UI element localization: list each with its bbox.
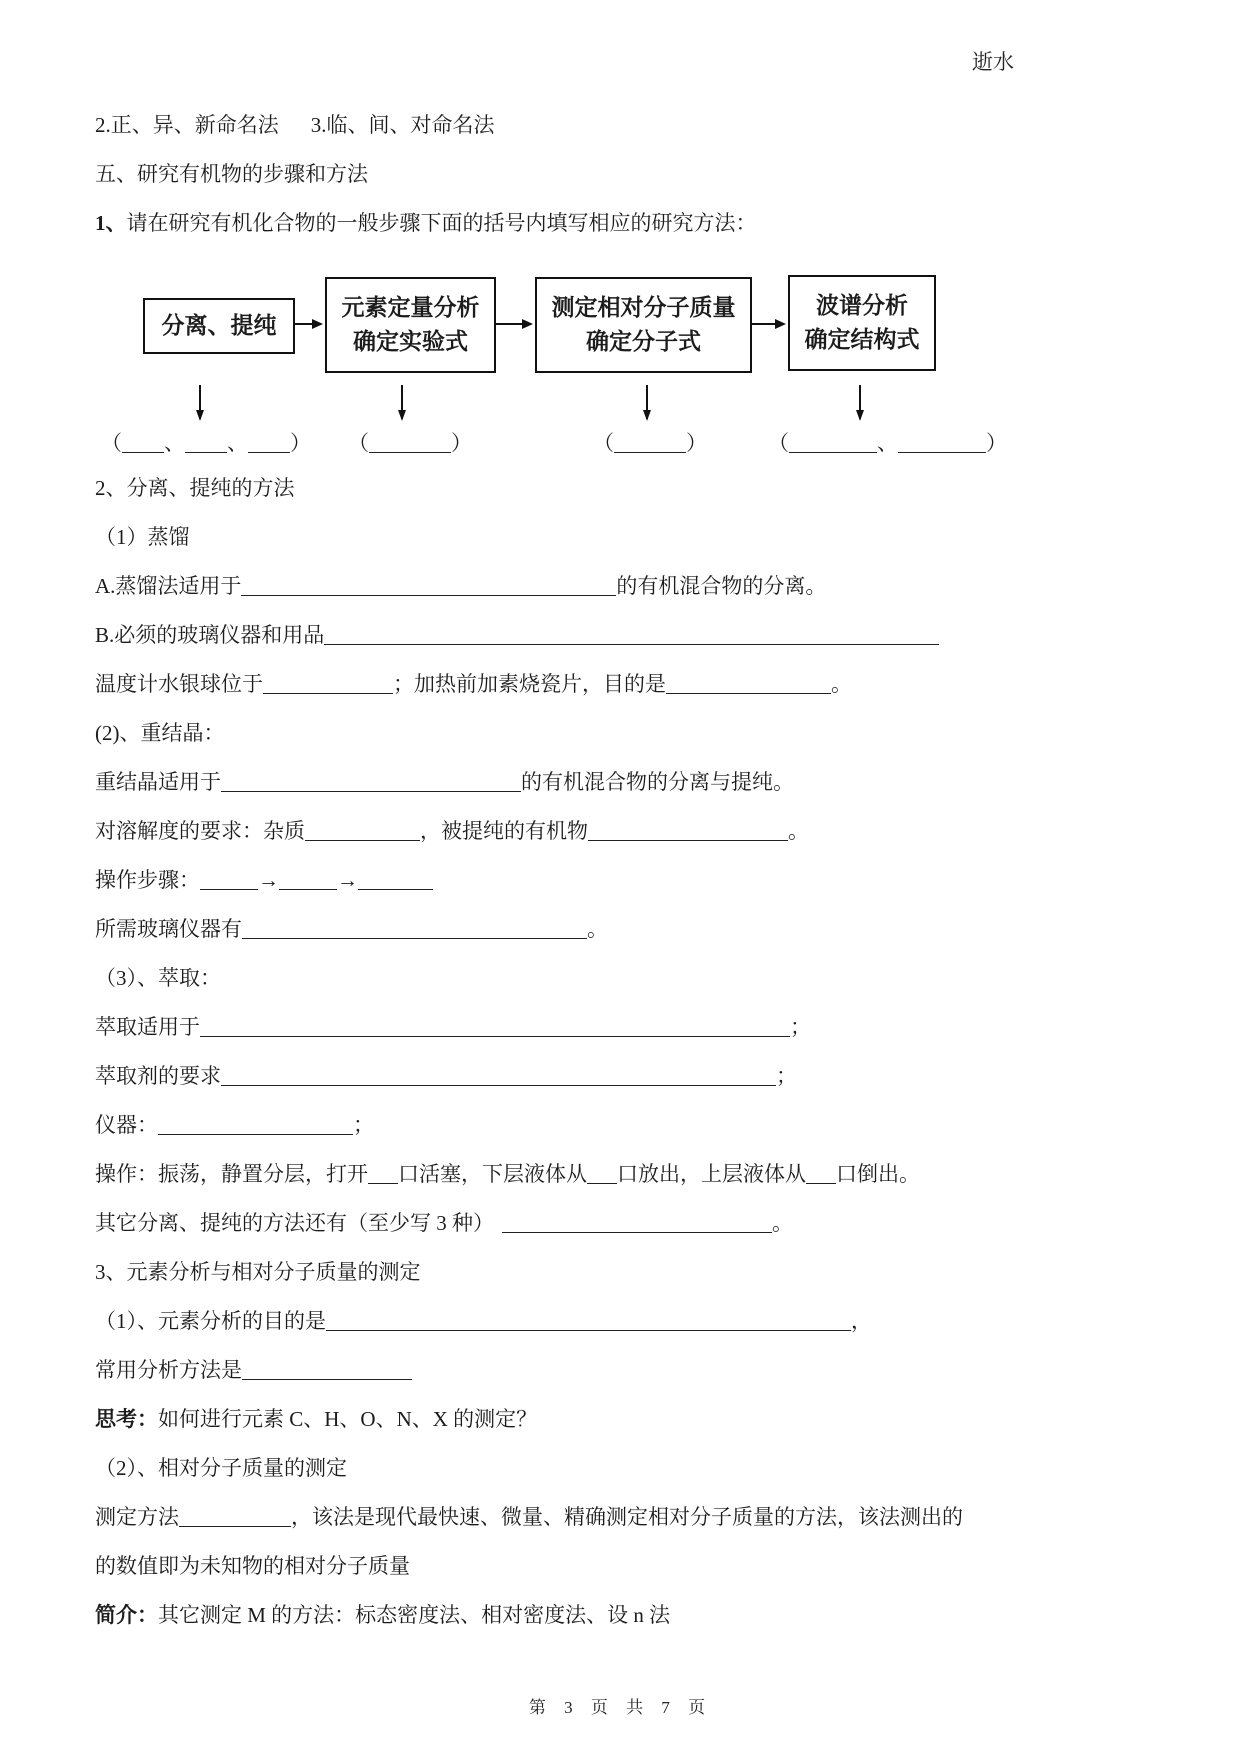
required-glassware-line [95, 916, 1156, 942]
blank-field [305, 821, 420, 841]
blank-field [179, 1507, 291, 1527]
line-text: 重结晶适用于 [95, 770, 221, 794]
distillation-use-line [95, 573, 1156, 599]
flow-box-element-analysis-line1: 元素定量分析 [341, 295, 480, 320]
blank-field [263, 674, 393, 694]
blank-field [588, 821, 788, 841]
line-text: ， [851, 1309, 872, 1333]
distillation-title: （1）蒸馏 [95, 525, 190, 549]
recrystallization-title: (2)、重结晶： [95, 721, 225, 745]
line-text: 操作步骤： [95, 868, 200, 892]
paren-open: （ [593, 431, 614, 455]
blank-field [587, 1167, 617, 1184]
page-footer: 第 3 页 共 7 页 [528, 1698, 713, 1717]
blank-field [789, 433, 877, 453]
blank-field [324, 625, 939, 645]
brief-intro-text: 其它测定 M 的方法：标态密度法、相对密度法、设 n 法 [158, 1603, 671, 1627]
line-text: 口活塞，下层液体从 [398, 1162, 587, 1186]
line-text: 口倒出。 [836, 1162, 920, 1186]
extractant-requirements-line [95, 1063, 1156, 1089]
flow-box-spectral-analysis-line1: 波谱分析 [816, 293, 908, 318]
line-text: 。 [831, 672, 852, 696]
extraction-title: （3）、萃取： [95, 966, 221, 990]
solubility-requirements-line [95, 818, 1156, 844]
line-text: A.蒸馏法适用于 [95, 574, 242, 598]
blank-field [666, 674, 831, 694]
line-text: ； [776, 1064, 797, 1088]
element-analysis-purpose-line [95, 1308, 1156, 1334]
line-text: 的有机混合物的分离与提纯。 [521, 770, 794, 794]
blank-field [200, 1017, 790, 1037]
measurement-method-line [95, 1504, 1156, 1530]
paren-close: ） [451, 431, 472, 455]
think-label: 思考： [95, 1407, 158, 1431]
distillation-glassware-line [95, 622, 1156, 648]
arrow-down-icon [646, 385, 648, 419]
question-2-heading: 2、分离、提纯的方法 [95, 476, 295, 500]
paren-open: （ [768, 431, 789, 455]
think-text: 如何进行元素 C、H、O、N、X 的测定？ [158, 1407, 538, 1431]
paren-open: （ [101, 431, 122, 455]
line-text: ； [790, 1015, 811, 1039]
measured-value-line: 的数值即为未知物的相对分子质量 [95, 1554, 410, 1578]
flow-box-element-analysis [325, 277, 496, 373]
line-text: 。 [788, 819, 809, 843]
flow-box-spectral-analysis-line2: 确定结构式 [804, 327, 920, 352]
list-separator: 、 [877, 431, 898, 455]
extraction-use-line [95, 1014, 1156, 1040]
arrow-down-icon [199, 385, 201, 419]
flow-box-molecular-mass-line1: 测定相对分子质量 [551, 295, 736, 320]
molecular-mass-measure-title: （2）、相对分子质量的测定 [95, 1456, 347, 1480]
line-text: ；加热前加素烧瓷片，目的是 [393, 672, 666, 696]
arrow-right-glyph: → [337, 868, 358, 892]
line-text: 口放出，上层液体从 [617, 1162, 806, 1186]
watermark-text: 逝水 [972, 50, 1014, 74]
extraction-apparatus-line [95, 1112, 1156, 1138]
naming-method-3: 3.临、间、对命名法 [310, 113, 495, 137]
paren-close: ） [686, 431, 707, 455]
line-text: 萃取适用于 [95, 1015, 200, 1039]
answer-blank-group-2 [348, 427, 472, 457]
blank-field [368, 1167, 398, 1184]
blank-field [248, 433, 290, 453]
line-text: 。 [587, 917, 608, 941]
blank-field [806, 1167, 836, 1184]
line-text: ，被提纯的有机物 [420, 819, 588, 843]
recrystallization-use-line [95, 769, 1156, 795]
line-text: 测定方法 [95, 1505, 179, 1529]
arrow-down-icon [859, 385, 861, 419]
blank-field [898, 433, 986, 453]
blank-field [326, 1311, 851, 1331]
blank-field [502, 1213, 772, 1233]
flow-box-separation-label: 分离、提纯 [161, 313, 277, 338]
blank-field [221, 772, 521, 792]
answer-blank-group-3 [593, 427, 707, 457]
think-line [95, 1406, 1156, 1432]
arrow-right-icon [751, 323, 784, 325]
list-separator: 、 [164, 431, 185, 455]
research-steps-flowchart [95, 259, 1156, 459]
naming-method-2: 2.正、异、新命名法 [95, 113, 279, 137]
question-3-heading: 3、元素分析与相对分子质量的测定 [95, 1260, 421, 1284]
line-text: 仪器： [95, 1113, 158, 1137]
line-text: 萃取剂的要求 [95, 1064, 221, 1088]
flow-box-spectral-analysis [788, 275, 936, 371]
blank-field [369, 433, 451, 453]
question-1-number: 1、 [95, 211, 127, 235]
blank-field [122, 433, 164, 453]
flow-box-element-analysis-line2: 确定实验式 [353, 329, 468, 354]
arrow-right-icon [495, 323, 531, 325]
section-5-heading: 五、研究有机物的步骤和方法 [95, 162, 368, 186]
naming-methods-line [95, 112, 1156, 138]
blank-field [185, 433, 227, 453]
blank-field [200, 870, 258, 890]
paren-close: ） [986, 431, 1007, 455]
answer-blank-group-1 [101, 427, 311, 457]
question-1-line [95, 210, 1156, 236]
line-text: 的有机混合物的分离。 [616, 574, 827, 598]
blank-field [221, 1066, 776, 1086]
arrow-right-glyph: → [258, 868, 279, 892]
blank-field [614, 433, 686, 453]
flow-box-molecular-mass-line2: 确定分子式 [586, 329, 701, 354]
brief-intro-label: 简介： [95, 1603, 158, 1627]
line-text: 操作：振荡，静置分层，打开 [95, 1162, 368, 1186]
flow-box-separation [143, 298, 295, 354]
question-1-text: 请在研究有机化合物的一般步骤下面的括号内填写相应的研究方法： [126, 211, 757, 235]
line-text: 常用分析方法是 [95, 1358, 242, 1382]
line-text: B.必须的玻璃仪器和用品 [95, 623, 325, 647]
blank-field [241, 576, 616, 596]
line-text: 温度计水银球位于 [95, 672, 263, 696]
paren-close: ） [290, 431, 311, 455]
thermometer-line [95, 671, 1156, 697]
line-text: 其它分离、提纯的方法还有（至少写 3 种） [95, 1211, 494, 1235]
common-analysis-method-line [95, 1357, 1156, 1383]
list-separator: 、 [227, 431, 248, 455]
arrow-down-icon [401, 385, 403, 419]
line-text: ； [353, 1113, 374, 1137]
blank-field [279, 870, 337, 890]
line-text: 所需玻璃仪器有 [95, 917, 242, 941]
flow-box-molecular-mass [535, 277, 752, 373]
blank-field [358, 870, 433, 890]
line-text: ，该法是现代最快速、微量、精确测定相对分子质量的方法，该法测出的 [291, 1505, 963, 1529]
paren-open: （ [348, 431, 369, 455]
other-methods-line [95, 1210, 1156, 1236]
extraction-operation-line [95, 1161, 1156, 1187]
blank-field [242, 919, 587, 939]
blank-field [242, 1360, 412, 1380]
line-text: （1）、元素分析的目的是 [95, 1309, 326, 1333]
answer-blank-group-4 [768, 427, 1007, 457]
brief-intro-line [95, 1602, 1156, 1628]
operation-steps-line [95, 867, 1156, 893]
arrow-right-icon [294, 323, 321, 325]
line-text: 对溶解度的要求：杂质 [95, 819, 305, 843]
blank-field [158, 1115, 353, 1135]
line-text: 。 [772, 1211, 793, 1235]
